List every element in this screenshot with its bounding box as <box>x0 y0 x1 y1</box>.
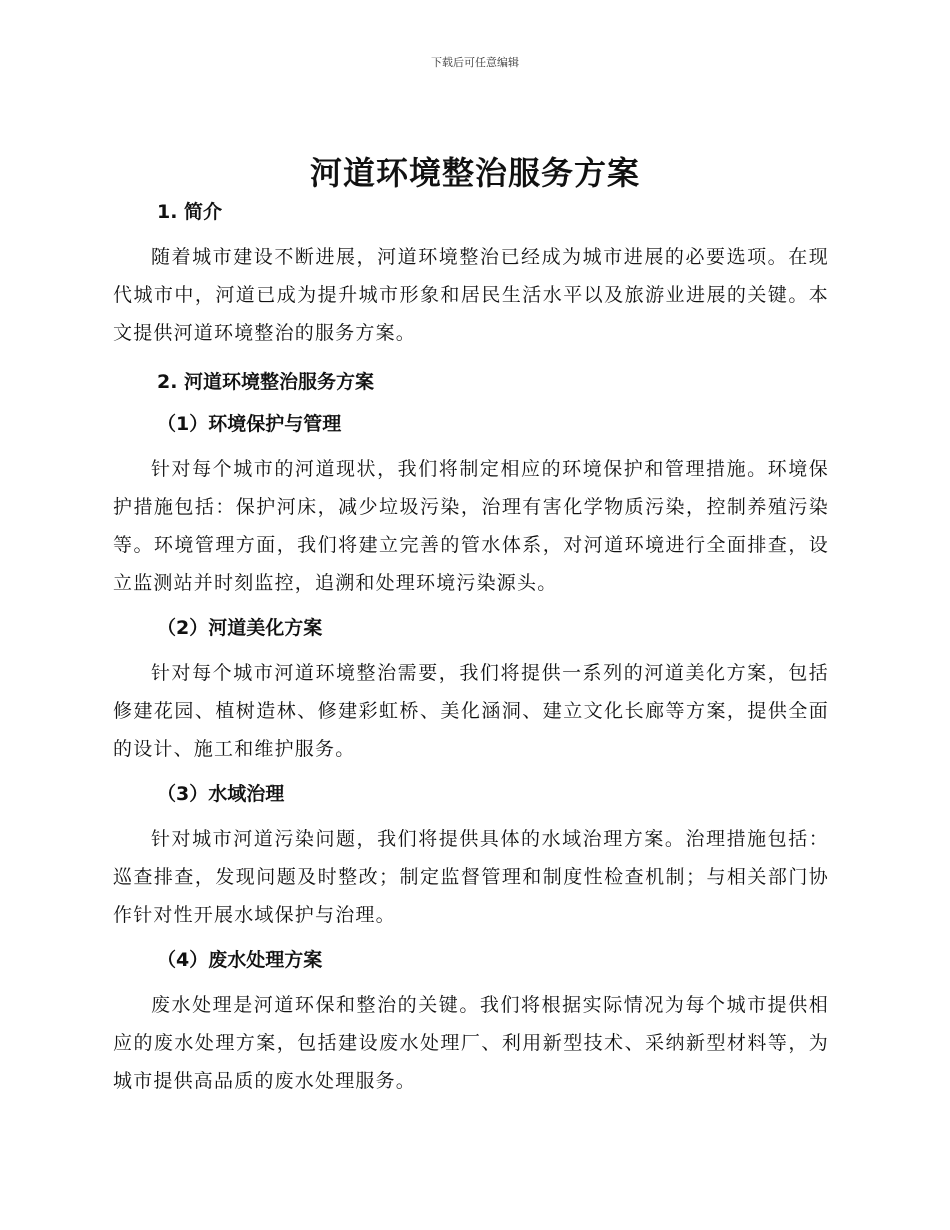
beautification-paragraph: 针对每个城市河道环境整治需要，我们将提供一系列的河道美化方案，包括修建花园、植树造林、修建彩虹桥、美化涵洞、建立文化长廊等方案，提供全面的设计、施工和维护服务。 <box>113 662 829 760</box>
section-heading-intro: 1. 简介 <box>157 201 223 223</box>
intro-paragraph: 随着城市建设不断进展，河道环境整治已经成为城市进展的必要选项。在现代城市中，河道已成为提升城市形象和居民生活水平以及旅游业进展的关键。本文提供河道环境整治的服务方案。 <box>113 246 829 344</box>
document-body <box>113 196 829 1100</box>
section-heading-plan: 2. 河道环境整治服务方案 <box>157 371 375 393</box>
water-governance-paragraph: 针对城市河道污染问题，我们将提供具体的水域治理方案。治理措施包括：巡查排查，发现问题及时整改；制定监督管理和制度性检查机制；与相关部门协作针对性开展水域保护与治理。 <box>113 828 829 926</box>
wastewater-paragraph: 废水处理是河道环保和整治的关键。我们将根据实际情况为每个城市提供相应的废水处理方案，包括建设废水处理厂、利用新型技术、采纳新型材料等，为城市提供高品质的废水处理服务。 <box>113 994 829 1092</box>
subsection-heading-beautification: （2）河道美化方案 <box>157 617 323 639</box>
subsection-heading-protection: （1）环境保护与管理 <box>157 413 342 435</box>
page-header-note: 下载后可任意编辑 <box>431 56 519 69</box>
protection-paragraph: 针对每个城市的河道现状，我们将制定相应的环境保护和管理措施。环境保护措施包括：保护河床，减少垃圾污染，治理有害化学物质污染，控制养殖污染等。环境管理方面，我们将建立完善的管水体系，对河道环境进行全面排查，设立监测站并时刻监控，追溯和处理环境污染源头。 <box>113 458 829 594</box>
subsection-heading-wastewater: （4）废水处理方案 <box>157 949 323 971</box>
document-title: 河道环境整治服务方案 <box>309 154 640 192</box>
subsection-heading-water-governance: （3）水域治理 <box>157 783 285 805</box>
